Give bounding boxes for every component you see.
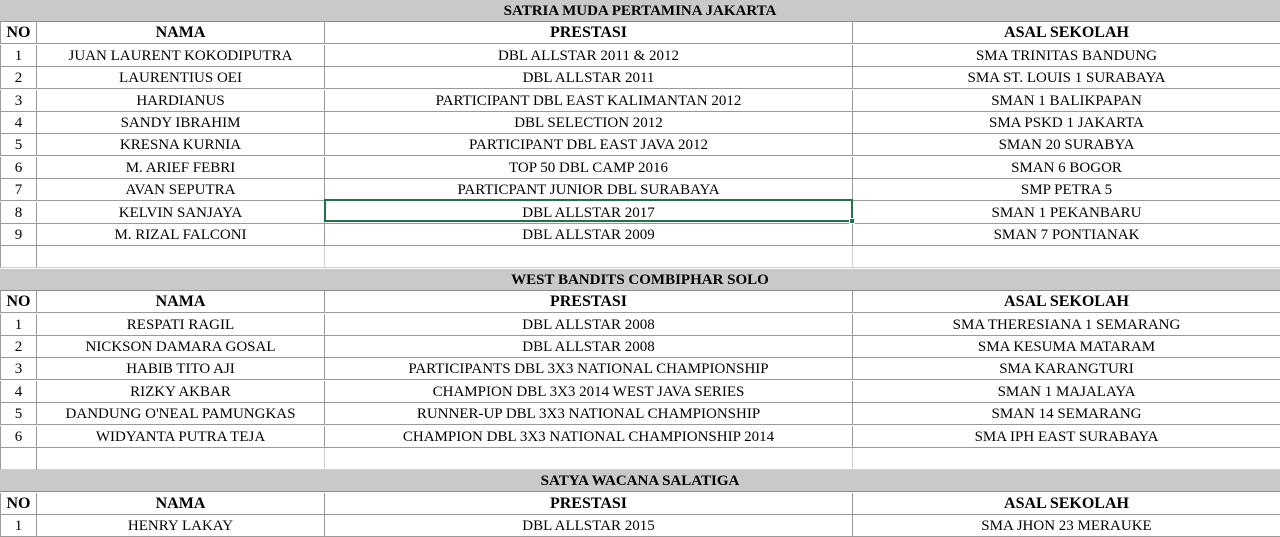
empty-cell[interactable] [853,448,1280,470]
blank-row [0,246,1280,268]
header-asal-sekolah[interactable]: ASAL SEKOLAH [853,291,1280,313]
cell-prestasi[interactable]: RUNNER-UP DBL 3X3 NATIONAL CHAMPIONSHIP [325,403,853,425]
cell-asal-sekolah[interactable]: SMA ST. LOUIS 1 SURABAYA [853,67,1280,89]
cell-prestasi[interactable]: PARTICPANT JUNIOR DBL SURABAYA [325,179,853,201]
cell-asal-sekolah[interactable]: SMAN 6 BOGOR [853,157,1280,179]
cell-no[interactable]: 1 [0,515,37,537]
table-row [0,426,1280,448]
cell-prestasi[interactable]: PARTICIPANT DBL EAST JAVA 2012 [325,134,853,156]
empty-cell[interactable] [37,246,325,268]
table-row [0,134,1280,156]
table-row [0,314,1280,336]
cell-nama[interactable]: RESPATI RAGIL [37,314,325,336]
cell-nama[interactable]: HENRY LAKAY [37,515,325,537]
cell-no[interactable]: 1 [0,314,37,336]
cell-prestasi[interactable]: PARTICIPANTS DBL 3X3 NATIONAL CHAMPIONSHIP [325,358,853,380]
header-nama[interactable]: NAMA [37,22,325,44]
cell-nama[interactable]: KELVIN SANJAYA [37,202,325,224]
table-row [0,67,1280,89]
empty-cell[interactable] [0,448,37,470]
cell-nama[interactable]: M. ARIEF FEBRI [37,157,325,179]
cell-asal-sekolah[interactable]: SMA IPH EAST SURABAYA [853,426,1280,448]
header-asal-sekolah[interactable]: ASAL SEKOLAH [853,22,1280,44]
team-title[interactable]: SATRIA MUDA PERTAMINA JAKARTA [0,0,1280,22]
table-row [0,336,1280,358]
cell-no[interactable]: 8 [0,202,37,224]
team-title-row [0,0,1280,22]
cell-prestasi[interactable]: DBL SELECTION 2012 [325,112,853,134]
header-no[interactable]: NO [0,22,37,44]
cell-nama[interactable]: NICKSON DAMARA GOSAL [37,336,325,358]
team-title[interactable]: SATYA WACANA SALATIGA [0,470,1280,492]
cell-prestasi[interactable]: DBL ALLSTAR 2015 [325,515,853,537]
cell-no[interactable]: 6 [0,426,37,448]
cell-prestasi[interactable]: PARTICIPANT DBL EAST KALIMANTAN 2012 [325,90,853,112]
cell-nama[interactable]: JUAN LAURENT KOKODIPUTRA [37,45,325,67]
header-row [0,493,1280,515]
cell-no[interactable]: 7 [0,179,37,201]
cell-asal-sekolah[interactable]: SMA KESUMA MATARAM [853,336,1280,358]
table-row [0,224,1280,246]
cell-prestasi[interactable]: DBL ALLSTAR 2017 [325,202,853,224]
cell-no[interactable]: 3 [0,358,37,380]
cell-asal-sekolah[interactable]: SMAN 1 PEKANBARU [853,202,1280,224]
empty-cell[interactable] [0,246,37,268]
cell-nama[interactable]: HABIB TITO AJI [37,358,325,380]
table-row [0,179,1280,201]
cell-asal-sekolah[interactable]: SMAN 7 PONTIANAK [853,224,1280,246]
cell-prestasi[interactable]: DBL ALLSTAR 2011 & 2012 [325,45,853,67]
cell-asal-sekolah[interactable]: SMA PSKD 1 JAKARTA [853,112,1280,134]
table-row [0,403,1280,425]
header-prestasi[interactable]: PRESTASI [325,22,853,44]
cell-prestasi[interactable]: DBL ALLSTAR 2008 [325,314,853,336]
cell-no[interactable]: 6 [0,157,37,179]
cell-no[interactable]: 1 [0,45,37,67]
fill-handle[interactable] [849,218,855,224]
empty-cell[interactable] [37,448,325,470]
header-no[interactable]: NO [0,291,37,313]
cell-prestasi[interactable]: DBL ALLSTAR 2008 [325,336,853,358]
cell-asal-sekolah[interactable]: SMAN 14 SEMARANG [853,403,1280,425]
header-asal-sekolah[interactable]: ASAL SEKOLAH [853,493,1280,515]
cell-no[interactable]: 3 [0,90,37,112]
header-row [0,22,1280,44]
table-row [0,381,1280,403]
cell-prestasi[interactable]: DBL ALLSTAR 2011 [325,67,853,89]
table-row [0,157,1280,179]
cell-asal-sekolah[interactable]: SMA THERESIANA 1 SEMARANG [853,314,1280,336]
cell-no[interactable]: 5 [0,403,37,425]
cell-nama[interactable]: KRESNA KURNIA [37,134,325,156]
table-row [0,45,1280,67]
cell-no[interactable]: 2 [0,336,37,358]
cell-nama[interactable]: HARDIANUS [37,90,325,112]
team-title-row [0,269,1280,291]
cell-nama[interactable]: DANDUNG O'NEAL PAMUNGKAS [37,403,325,425]
cell-no[interactable]: 9 [0,224,37,246]
cell-asal-sekolah[interactable]: SMA TRINITAS BANDUNG [853,45,1280,67]
table-row [0,202,1280,224]
cell-asal-sekolah[interactable]: SMP PETRA 5 [853,179,1280,201]
header-nama[interactable]: NAMA [37,493,325,515]
cell-no[interactable]: 4 [0,381,37,403]
table-row [0,358,1280,380]
cell-asal-sekolah[interactable]: SMA KARANGTURI [853,358,1280,380]
empty-cell[interactable] [325,246,853,268]
cell-nama[interactable]: AVAN SEPUTRA [37,179,325,201]
cell-asal-sekolah[interactable]: SMAN 1 MAJALAYA [853,381,1280,403]
blank-row [0,448,1280,470]
header-prestasi[interactable]: PRESTASI [325,493,853,515]
cell-nama[interactable]: RIZKY AKBAR [37,381,325,403]
cell-nama[interactable]: M. RIZAL FALCONI [37,224,325,246]
header-nama[interactable]: NAMA [37,291,325,313]
cell-asal-sekolah[interactable]: SMAN 20 SURABYA [853,134,1280,156]
cell-no[interactable]: 2 [0,67,37,89]
cell-no[interactable]: 4 [0,112,37,134]
table-row [0,112,1280,134]
empty-cell[interactable] [853,246,1280,268]
cell-prestasi[interactable]: CHAMPION DBL 3X3 NATIONAL CHAMPIONSHIP 2014 [325,426,853,448]
header-row [0,291,1280,313]
team-title-row [0,470,1280,492]
empty-cell[interactable] [325,448,853,470]
cell-asal-sekolah[interactable]: SMAN 1 BALIKPAPAN [853,90,1280,112]
cell-prestasi[interactable]: CHAMPION DBL 3X3 2014 WEST JAVA SERIES [325,381,853,403]
cell-nama[interactable]: LAURENTIUS OEI [37,67,325,89]
cell-prestasi[interactable]: DBL ALLSTAR 2009 [325,224,853,246]
table-row [0,90,1280,112]
team-title[interactable]: WEST BANDITS COMBIPHAR SOLO [0,269,1280,291]
cell-nama[interactable]: SANDY IBRAHIM [37,112,325,134]
cell-no[interactable]: 5 [0,134,37,156]
header-prestasi[interactable]: PRESTASI [325,291,853,313]
cell-nama[interactable]: WIDYANTA PUTRA TEJA [37,426,325,448]
cell-prestasi[interactable]: TOP 50 DBL CAMP 2016 [325,157,853,179]
cell-asal-sekolah[interactable]: SMA JHON 23 MERAUKE [853,515,1280,537]
header-no[interactable]: NO [0,493,37,515]
table-row [0,515,1280,537]
